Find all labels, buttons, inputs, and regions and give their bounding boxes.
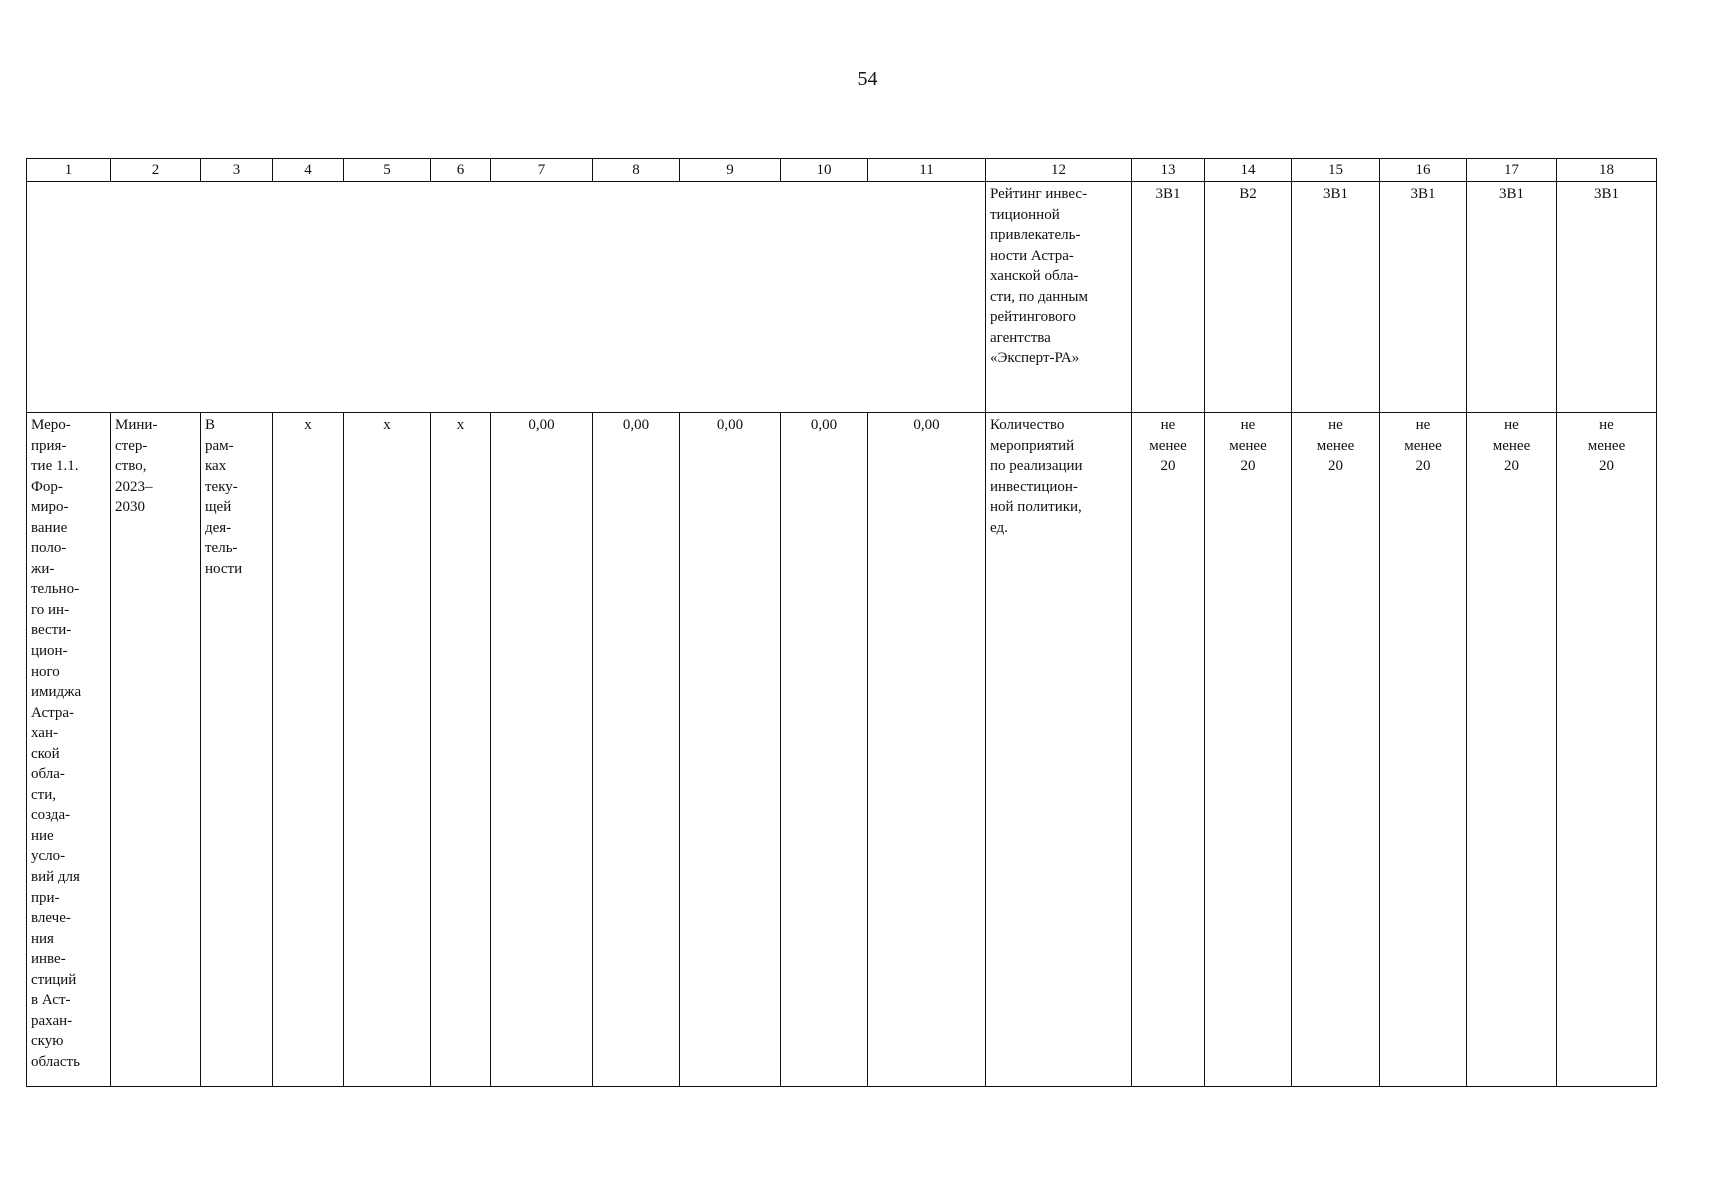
- activity-name: Меро- прия- тие 1.1. Фор- миро- вание поло- жи- тельно- го ин- вести- цион- ного имиджа Астра- хан- ской обла- сти, созда- ние усло- вий для при- влече- ния инве- стиций в Аст- рахан- скую область: [31, 417, 82, 1070]
- column-header: 18: [1557, 159, 1657, 182]
- column-header: 1: [27, 159, 111, 182]
- value-cell: [431, 413, 491, 1087]
- page-number: 54: [857, 68, 878, 90]
- rating-indicator-row: [27, 182, 1657, 413]
- target-value: 3В1: [1155, 186, 1181, 202]
- target-value: 3В1: [1593, 186, 1619, 202]
- indicator-cell: [986, 182, 1132, 413]
- target-value: не менее 20: [1229, 417, 1267, 475]
- column-header: 13: [1132, 159, 1205, 182]
- target-value-cell: [1292, 182, 1380, 413]
- target-value-cell: [1205, 413, 1292, 1087]
- column-header: 4: [273, 159, 344, 182]
- funding-source-cell: [201, 413, 273, 1087]
- funding-amount: 0,00: [622, 417, 650, 433]
- target-value-cell: [1557, 413, 1657, 1087]
- target-value-cell: [1132, 413, 1205, 1087]
- funding-amount: 0,00: [810, 417, 838, 433]
- funding-amount: 0,00: [716, 417, 744, 433]
- indicator-text: Рейтинг инвес- тиционной привлекатель- ности Астра- ханской обла- сти, по данным рейтингового агентства «Эксперт-РА»: [990, 186, 1088, 367]
- value-cell: [273, 413, 344, 1087]
- column-number-row: [27, 159, 1657, 182]
- activity-name-cell: [27, 413, 111, 1087]
- funding-amount: 0,00: [913, 417, 940, 433]
- target-value: не менее 20: [1316, 417, 1355, 475]
- cell-value: х: [304, 417, 312, 433]
- program-activities-table: [26, 158, 1657, 1087]
- target-value: 3В1: [1498, 186, 1524, 202]
- target-value: не менее 20: [1587, 417, 1626, 475]
- cell-value: х: [383, 417, 391, 433]
- target-value-cell: [1205, 182, 1292, 413]
- target-value-cell: [1380, 182, 1467, 413]
- target-value: 3В1: [1322, 186, 1348, 202]
- activity-row: [27, 413, 1657, 1087]
- indicator-text: Количество мероприятий по реализации инвестицион- ной политики, ед.: [990, 417, 1083, 536]
- column-header: 10: [781, 159, 868, 182]
- target-value: 3В1: [1410, 186, 1436, 202]
- column-header: 17: [1467, 159, 1557, 182]
- target-value: не менее 20: [1404, 417, 1442, 475]
- funding-amount-cell: [680, 413, 781, 1087]
- target-value-cell: [1380, 413, 1467, 1087]
- value-cell: [344, 413, 431, 1087]
- column-header: 14: [1205, 159, 1292, 182]
- cell-value: х: [456, 417, 465, 433]
- column-header: 16: [1380, 159, 1467, 182]
- column-header: 6: [431, 159, 491, 182]
- column-header: 12: [986, 159, 1132, 182]
- target-value: не менее 20: [1492, 417, 1531, 475]
- target-value-cell: [1467, 413, 1557, 1087]
- executor-cell: [111, 413, 201, 1087]
- column-header: 9: [680, 159, 781, 182]
- funding-amount-cell: [781, 413, 868, 1087]
- target-value-cell: [1132, 182, 1205, 413]
- funding-amount-cell: [491, 413, 593, 1087]
- column-header: 8: [593, 159, 680, 182]
- funding-source: В рам- ках теку- щей дея- тель- ности: [205, 417, 243, 577]
- empty-merged-cell: [27, 182, 986, 413]
- column-header: 11: [868, 159, 986, 182]
- column-header: 2: [111, 159, 201, 182]
- target-value: не менее 20: [1149, 417, 1187, 475]
- indicator-cell: [986, 413, 1132, 1087]
- executor: Мини- стер- ство, 2023– 2030: [115, 417, 158, 516]
- column-header: 7: [491, 159, 593, 182]
- target-value-cell: [1292, 413, 1380, 1087]
- target-value-cell: [1467, 182, 1557, 413]
- column-header: 15: [1292, 159, 1380, 182]
- column-header: 5: [344, 159, 431, 182]
- funding-amount-cell: [593, 413, 680, 1087]
- column-header: 3: [201, 159, 273, 182]
- funding-amount: 0,00: [528, 417, 555, 433]
- target-value: В2: [1239, 186, 1257, 202]
- funding-amount-cell: [868, 413, 986, 1087]
- target-value-cell: [1557, 182, 1657, 413]
